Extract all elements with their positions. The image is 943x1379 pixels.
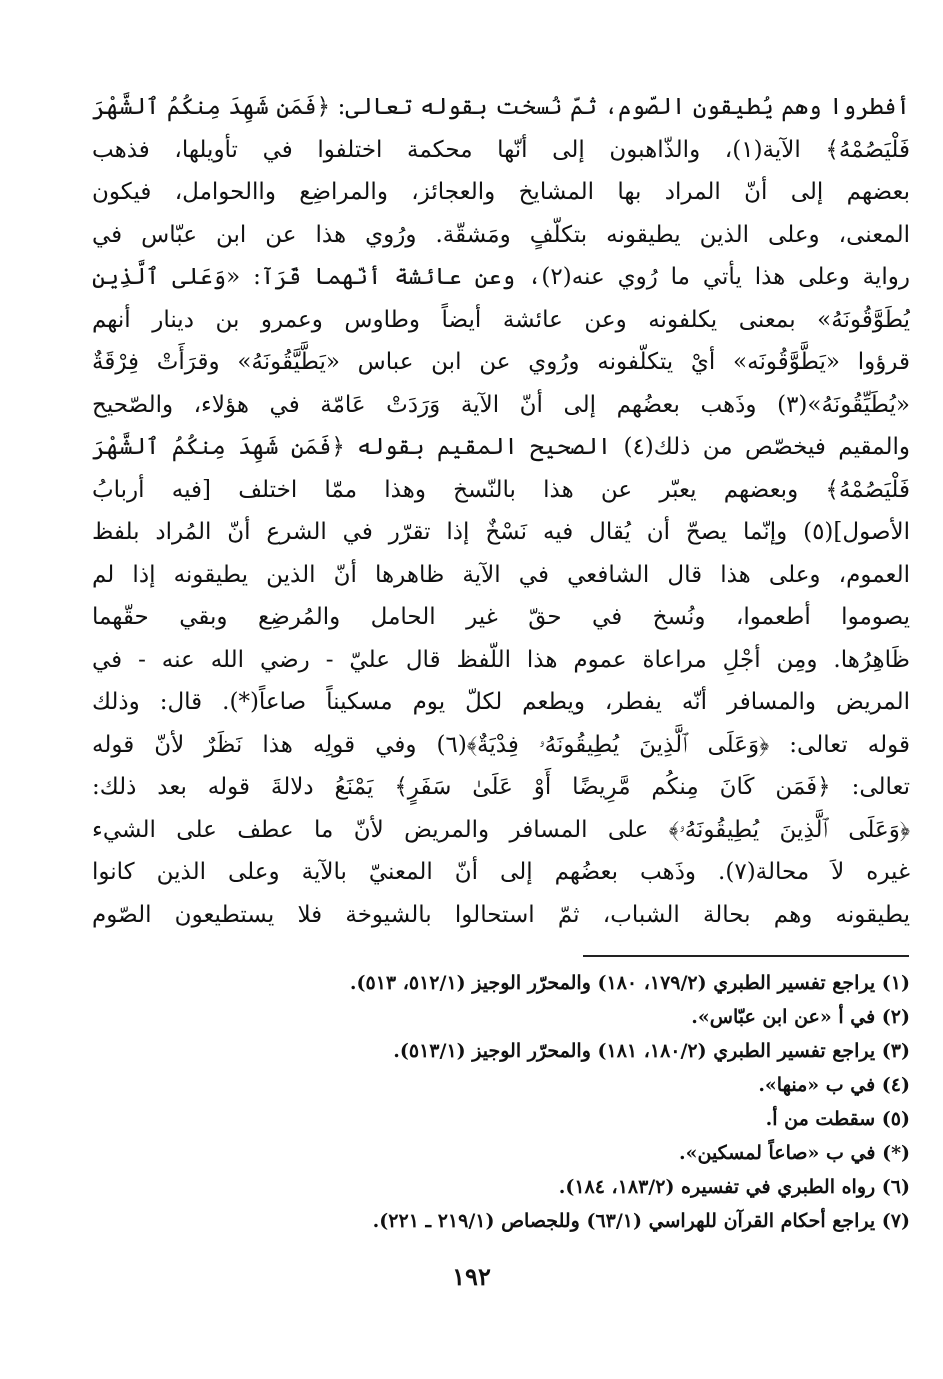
footnote: (٣) يراجع تفسير الطبري (١٨٠/٢، ١٨١) والمحرّر الوجيز (٥١٣/١).: [393, 1040, 910, 1062]
body-line: المعنى، وعلى الذين يطيقونه بتكلّفٍ ومَشقّة. ورُوي هذا عن ابن عبّاس في: [92, 221, 910, 248]
body-line: تعالى: ﴿فَمَن كَانَ مِنكُم مَّرِيضًا أَوْ عَلَىٰ سَفَرٍ﴾ يَمْنَعُ دلالةَ قوله بعد ذلك:: [92, 774, 910, 800]
body-line: الأصول](٥) وإنّما يصحّ أن يُقال فيه نَسْخٌ إذا تقرّر في الشرع أنّ المُراد بلفظ: [92, 519, 910, 545]
footnotes-section: [150, 966, 910, 1238]
footnote: (١) يراجع تفسير الطبري (١٧٩/٢، ١٨٠) والمحرّر الوجيز (٥١٢/١، ٥١٣).: [349, 972, 910, 994]
body-line: رواية وعلى هذا يأتي ما رُوي عنه(٢)، وعن عائشة أنّهما قَرَآ: «وَعَلى ٱلَّذِين: [92, 264, 910, 290]
body-line: يصوموا أطعموا، ونُسخ في حقّ غير الحامل والمُرضِع وبقي حقّهما: [92, 604, 910, 630]
body-line: المريض والمسافر أنّه يفطر، ويطعم لكلّ يوم مسكيناً صاعاً(*). قال: وذلك: [92, 689, 910, 715]
footnote: (٧) يراجع أحكام القرآن للهراسي (٦٣/١) وللجصاص (٢١٩/١ ـ ٢٢١).: [372, 1210, 910, 1232]
body-line: قوله تعالى: ﴿وَعَلَى ٱلَّذِينَ يُطِيقُونَهُۥ فِدْيَةٌ﴾(٦) وفي قولِه هذا نَظَرٌ لأنّ قوله: [92, 731, 910, 758]
footnote: (٤) في ب «منها».: [758, 1074, 910, 1096]
body-line: بعضهم إلى أنّ المراد بها المشايخ والعجائز، والمراضِع واالحوامل، فيكون: [92, 179, 910, 205]
footnote: (٥) سقطت من أ.: [765, 1108, 910, 1130]
body-line: فَلْيَصُمْهُ﴾ وبعضهم يعبّر عن هذا بالنّسخ وهذا ممّا اختلف [فيه أربابُ: [92, 476, 910, 503]
footnote-separator: [583, 955, 909, 957]
body-line: والمقيم فيخصّص من ذلك(٤) الصحيح المقيم بقوله ﴿فَمَن شَهِدَ مِنكُمُ ٱلشَّهْرَ: [92, 434, 910, 460]
body-line: يُطَوَّقُونَهُ» بمعنى يكلفونه وعن عائشة أيضاً وطاوس وعمرو بن دينار أنهم: [92, 306, 910, 333]
body-line: العموم، وعلى هذا قال الشافعي في الآية ظاهرها أنّ الذين يطيقونه إذا لم: [92, 561, 910, 588]
body-line: ظَاهِرُها. ومِن أجْلِ مراعاة عموم هذا اللّفظ قال عليّ - رضي الله عنه - في: [92, 646, 910, 673]
body-line: فَلْيَصُمْهُ﴾ الآية(١)، والذّاهبون إلى أنّها محكمة اختلفوا في تأويلها، فذهب: [92, 136, 910, 163]
page-number: ١٩٢: [452, 1262, 491, 1291]
body-line: ﴿وَعَلَى ٱلَّذِينَ يُطِيقُونَهُۥ﴾ على المسافر والمريض لأنّ ما عطف على الشيء: [92, 816, 910, 843]
body-line: يطيقونه وهم بحالة الشباب، ثمّ استحالوا بالشيوخة فلا يستطيعون الصّوم: [92, 901, 910, 928]
body-line: قرؤوا «يَطَّوَّقُونَه» أيْ يتكلّفونه ورُوي عن ابن عباس «يَطَّيَّقُونَهُ» وقرَأَتْ فِرْقَةٌ: [92, 349, 910, 375]
footnote: (٦) رواه الطبري في تفسيره (١٨٣/٢، ١٨٤).: [558, 1176, 910, 1198]
body-line: أفطروا وهم يُطيقون الصّوم، ثمّ نُسخت بقوله تعالى: ﴿فَمَن شَهِدَ مِنكُمُ ٱلشَّهْرَ: [92, 94, 910, 120]
footnote: (*) في ب «صاعاً لمسكين».: [678, 1142, 910, 1164]
main-body-text: [92, 86, 910, 936]
body-line: «يُطَيِّقُونَهُ»(٣) وذَهب بعضُهم إلى أنّ الآية وَرَدَتْ عَامّة في هؤلاء، والصّحيح: [92, 391, 910, 418]
body-line: غيره لاَ محالة(٧). وذَهب بعضُهم إلى أنّ المعنيّ بالآية وعلى الذين كانوا: [92, 859, 910, 885]
footnote: (٢) في أ «عن ابن عبّاس».: [691, 1006, 910, 1028]
